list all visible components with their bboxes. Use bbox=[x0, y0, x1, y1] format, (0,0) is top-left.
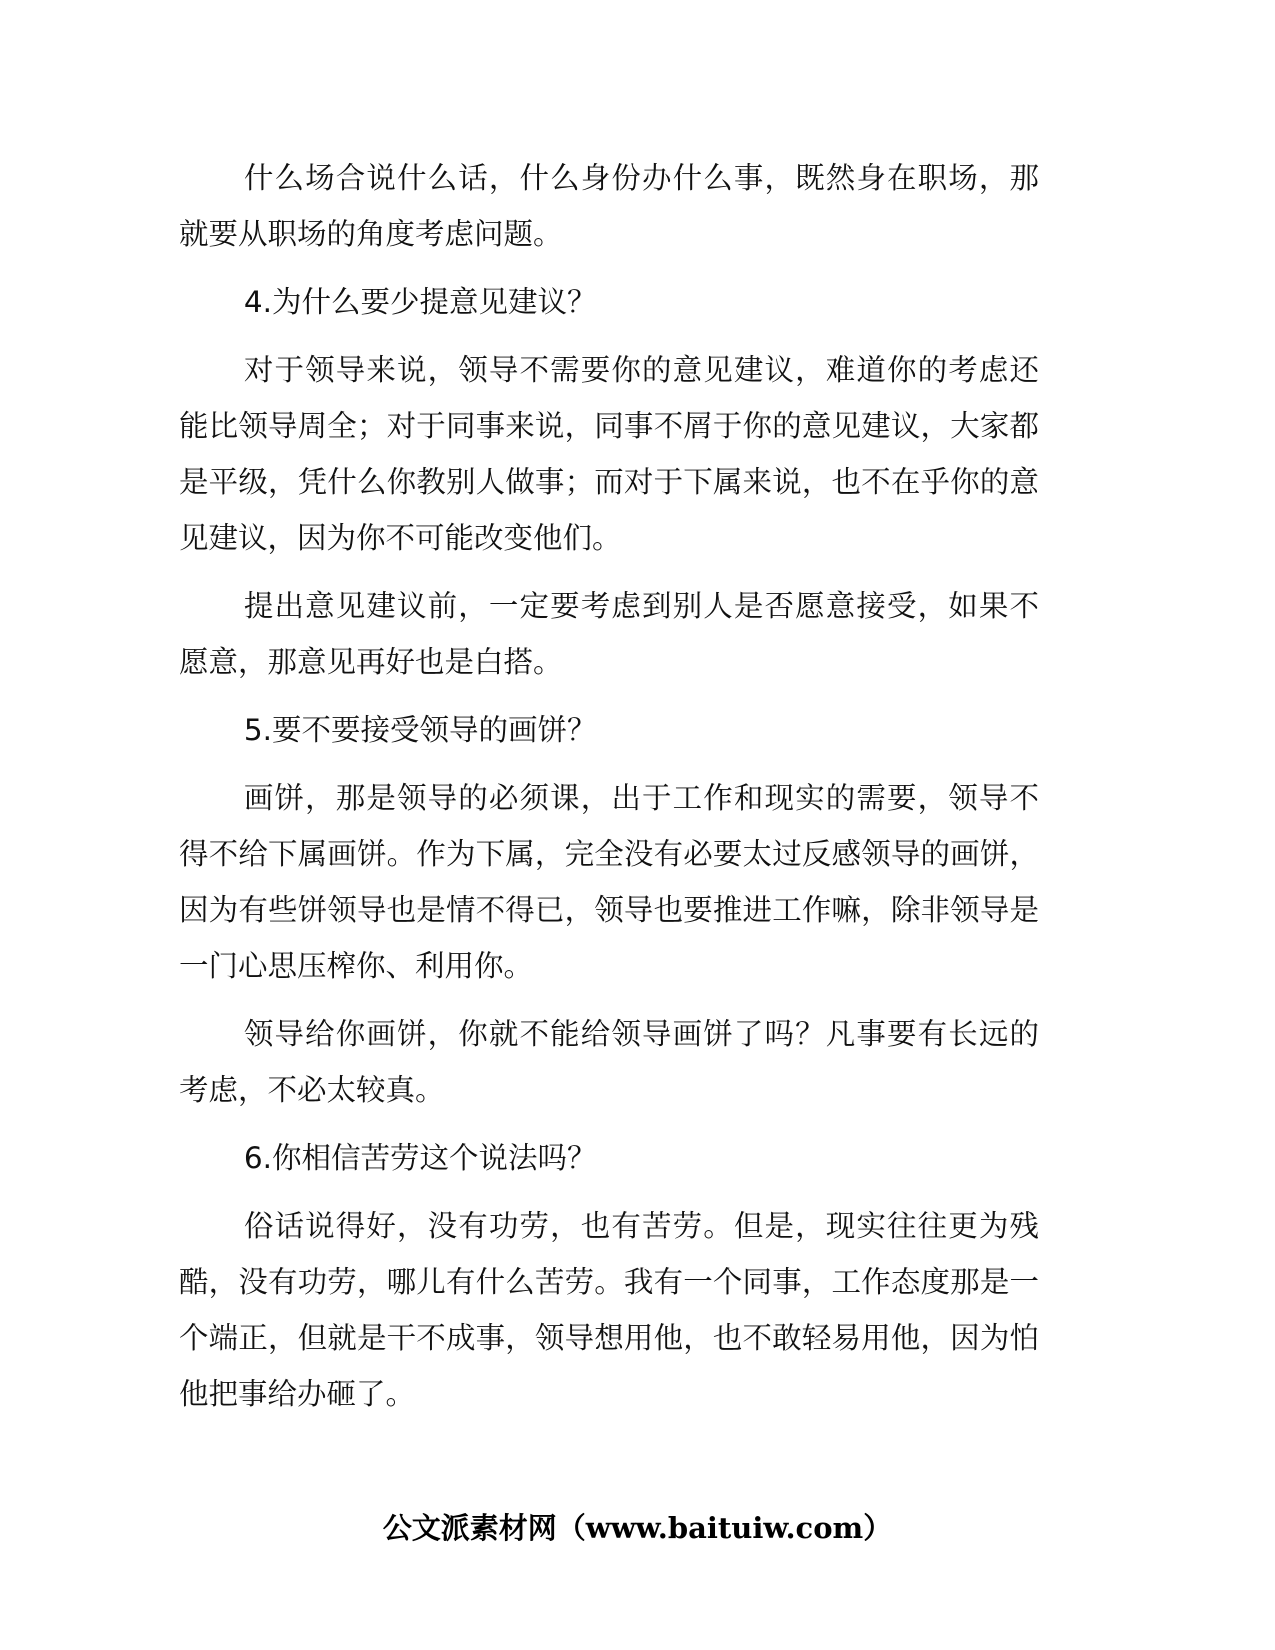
document-body bbox=[179, 150, 1039, 1434]
paragraph: 提出意见建议前，一定要考虑到别人是否愿意接受，如果不愿意，那意见再好也是白搭。 bbox=[179, 589, 1039, 679]
section-heading: 4.为什么要少提意见建议？ bbox=[243, 285, 597, 319]
page-footer: 公文派素材网（www.baituiw.com） bbox=[382, 1511, 893, 1545]
paragraph: 对于领导来说，领导不需要你的意见建议，难道你的考虑还能比领导周全；对于同事来说，同事不屑于你的意见建议，大家都是平级，凭什么你教别人做事；而对于下属来说，也不在乎你的意见建议，因为你不可能改变他们。 bbox=[179, 353, 1039, 555]
paragraph: 俗话说得好，没有功劳，也有苦劳。但是，现实往往更为残酷，没有功劳，哪儿有什么苦劳。我有一个同事，工作态度那是一个端正，但就是干不成事，领导想用他，也不敢轻易用他，因为怕他把事给办砸了。 bbox=[179, 1209, 1039, 1411]
paragraph: 画饼，那是领导的必须课，出于工作和现实的需要，领导不得不给下属画饼。作为下属，完全没有必要太过反感领导的画饼，因为有些饼领导也是情不得已，领导也要推进工作嘛，除非领导是一门心思压榨你、利用你。 bbox=[179, 781, 1039, 983]
section-heading: 6.你相信苦劳这个说法吗？ bbox=[243, 1141, 597, 1175]
section-heading: 5.要不要接受领导的画饼？ bbox=[243, 713, 597, 747]
paragraph: 领导给你画饼，你就不能给领导画饼了吗？凡事要有长远的考虑，不必太较真。 bbox=[179, 1017, 1039, 1107]
paragraph: 什么场合说什么话，什么身份办什么事，既然身在职场，那就要从职场的角度考虑问题。 bbox=[179, 161, 1039, 251]
